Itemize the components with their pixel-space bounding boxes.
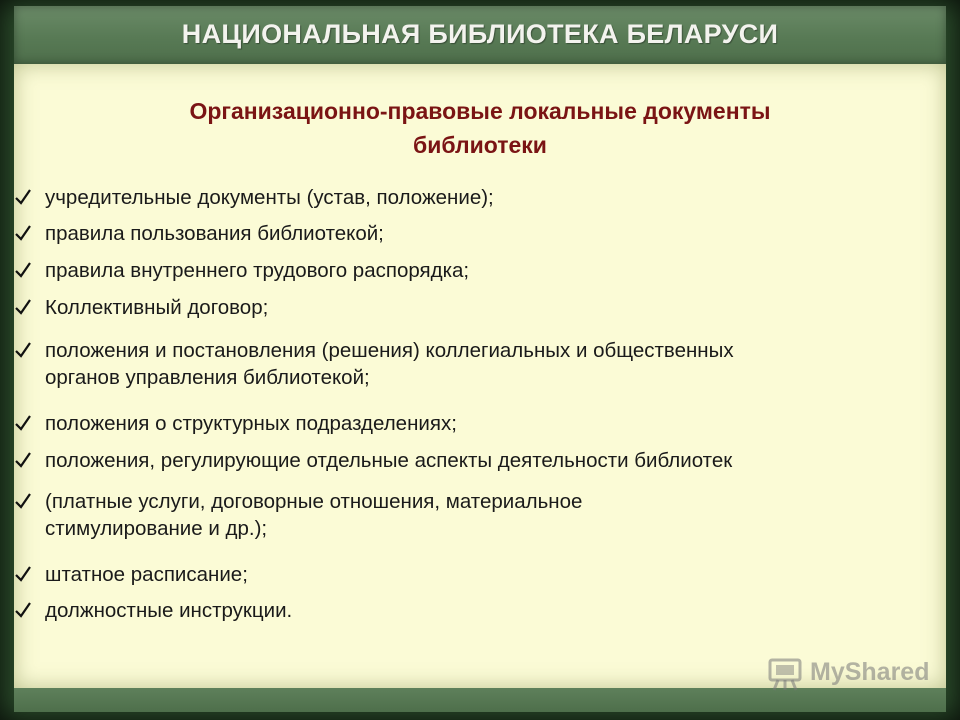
bullet-line: Коллективный договор; <box>45 296 269 319</box>
slide-title <box>14 94 946 162</box>
check-icon <box>14 451 32 469</box>
header-title: НАЦИОНАЛЬНАЯ БИБЛИОТЕКА БЕЛАРУСИ <box>181 19 779 49</box>
check-icon <box>14 261 32 279</box>
check-icon <box>14 341 32 359</box>
check-icon <box>14 224 32 242</box>
bullet-line: учредительные документы (устав, положение); <box>45 186 494 209</box>
bullet-line: штатное расписание; <box>45 563 248 586</box>
watermark-text: MyShared <box>810 658 930 686</box>
slide-content <box>14 64 946 688</box>
slide-title-line1: Организационно-правовые локальные документы <box>189 98 771 124</box>
check-icon <box>14 414 32 432</box>
check-icon <box>14 298 32 316</box>
bullet-line: правила внутреннего трудового распорядка; <box>45 259 470 282</box>
slide-title-line2: библиотеки <box>413 132 547 158</box>
bullet-line: положения и постановления (решения) коллегиальных и общественных <box>45 339 734 362</box>
presentation-icon <box>766 654 806 692</box>
bullet-line: стимулирование и др.); <box>45 517 268 540</box>
bullet-line: органов управления библиотекой; <box>45 366 370 389</box>
myshared-logo <box>766 654 936 694</box>
check-icon <box>14 601 32 619</box>
bullet-line: положения о структурных подразделениях; <box>45 412 457 435</box>
check-icon <box>14 492 32 510</box>
bullet-line: должностные инструкции. <box>45 599 293 622</box>
bullet-line: (платные услуги, договорные отношения, материальное <box>45 490 583 513</box>
bullet-line: правила пользования библиотекой; <box>45 222 384 245</box>
check-icon <box>14 565 32 583</box>
bullet-line: положения, регулирующие отдельные аспекты деятельности библиотек <box>45 449 733 472</box>
check-icon <box>14 188 32 206</box>
header-banner <box>14 6 946 64</box>
